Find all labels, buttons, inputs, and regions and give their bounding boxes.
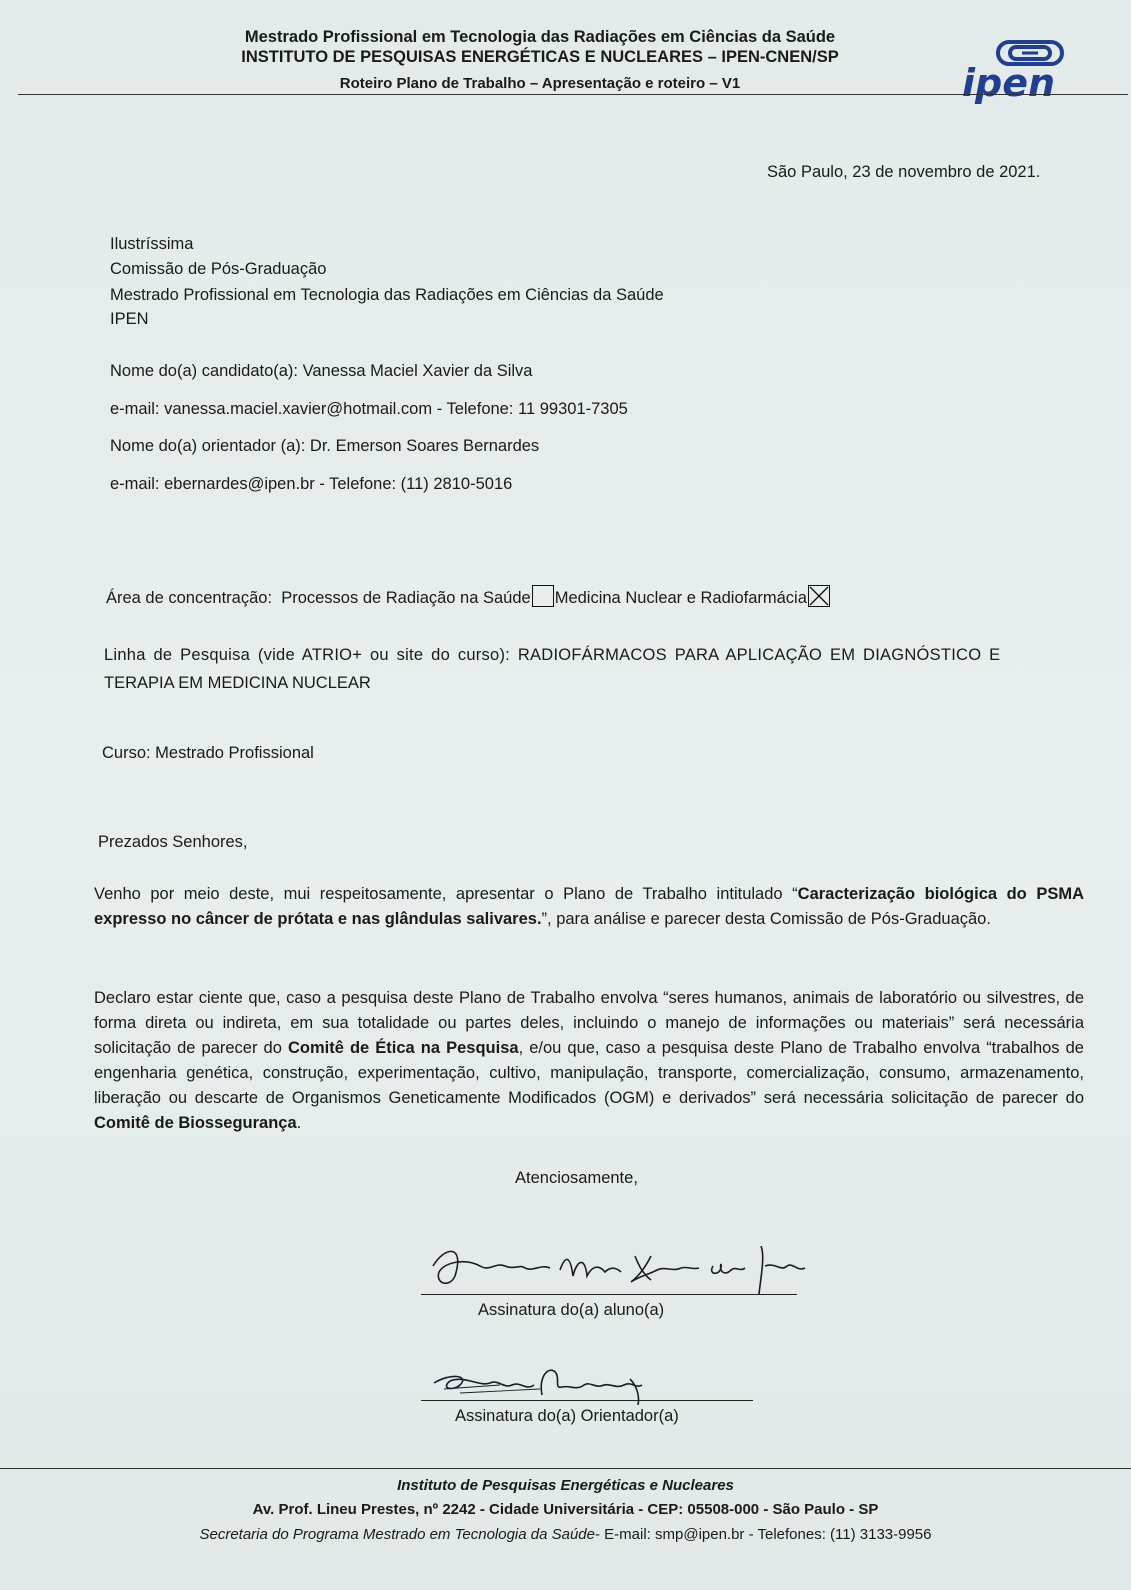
footer-contact xyxy=(0,1526,1131,1543)
footer-address: Av. Prof. Lineu Prestes, nº 2242 - Cidade Universitária - CEP: 05508-000 - São Paulo - SP xyxy=(252,1501,879,1518)
student-signature-caption: Assinatura do(a) aluno(a) xyxy=(478,1301,665,1319)
footer-secretariat: Secretaria do Programa Mestrado em Tecnologia da Saúde xyxy=(199,1526,595,1543)
salutation: Prezados Senhores, xyxy=(98,833,248,851)
svg-text:ipen: ipen xyxy=(962,61,1056,104)
header-program: Mestrado Profissional em Tecnologia das Radiações em Ciências da Saúde xyxy=(244,28,836,46)
addressee-line: IPEN xyxy=(110,310,149,328)
work-title: Caracterização biológica do PSMA expresso no câncer de prótata e nas glândulas salivares. xyxy=(94,885,1084,928)
paragraph2-text: . xyxy=(296,1114,302,1132)
checkbox-unchecked xyxy=(532,585,554,607)
advisor-email: e-mail: ebernardes@ipen.br - Telefone: (11) 2810-5016 xyxy=(110,475,513,493)
student-signature-line xyxy=(421,1294,797,1295)
paragraph1-text: ”, para análise e parecer desta Comissão de Pós-Graduação. xyxy=(541,910,991,928)
checkbox-checked xyxy=(808,585,830,607)
footer-rule xyxy=(0,1468,1131,1469)
header-institute: INSTITUTO DE PESQUISAS ENERGÉTICAS E NUCLEARES – IPEN-CNEN/SP xyxy=(241,48,839,66)
closing: Atenciosamente, xyxy=(515,1169,638,1187)
paragraph2-text: , e/ou que, caso a pesquisa deste Plano de Trabalho envolva “trabalhos de engenharia genética, construção, experimentação, cultivo, manipulação, transporte, comercialização, consumo, armazenamento, liberação ou descarte de Organismos Geneticamente Modificados (OGM) e derivados” será necessária solicitação de parecer do xyxy=(94,1039,1084,1107)
footer-email-phone: - E-mail: smp@ipen.br - Telefones: (11) 3133-9956 xyxy=(595,1526,932,1543)
addressee-line: Comissão de Pós-Graduação xyxy=(110,260,327,278)
research-line-1: Linha de Pesquisa (vide ATRIO+ ou site do curso): RADIOFÁRMACOS PARA APLICAÇÃO EM DIAGNÓSTICO E xyxy=(104,646,1001,664)
area-of-concentration xyxy=(106,585,831,608)
header-document-title: Roteiro Plano de Trabalho – Apresentação e roteiro – V1 xyxy=(339,75,741,92)
header-rule xyxy=(18,94,1128,95)
paragraph1-text: Venho por meio deste, mui respeitosamente, apresentar o Plano de Trabalho intitulado “ xyxy=(94,885,798,903)
ethics-committee: Comitê de Ética na Pesquisa xyxy=(287,1039,519,1057)
paragraph-declaration xyxy=(94,986,1084,1136)
addressee-line: Mestrado Profissional em Tecnologia das Radiações em Ciências da Saúde xyxy=(110,286,664,304)
area-option-2: Medicina Nuclear e Radiofarmácia xyxy=(554,589,807,607)
footer-institute: Instituto de Pesquisas Energéticas e Nucleares xyxy=(397,1477,734,1494)
advisor-name: Nome do(a) orientador (a): Dr. Emerson Soares Bernardes xyxy=(110,437,540,455)
course: Curso: Mestrado Profissional xyxy=(102,744,314,762)
letter-date: São Paulo, 23 de novembro de 2021. xyxy=(767,163,1041,181)
advisor-signature-caption: Assinatura do(a) Orientador(a) xyxy=(455,1407,679,1425)
candidate-email: e-mail: vanessa.maciel.xavier@hotmail.com - Telefone: 11 99301-7305 xyxy=(110,400,628,418)
area-label: Área de concentração: xyxy=(106,589,273,607)
candidate-name: Nome do(a) candidato(a): Vanessa Maciel Xavier da Silva xyxy=(110,362,533,380)
advisor-signature-line xyxy=(421,1400,753,1401)
paragraph-presentation xyxy=(94,882,1084,932)
student-signature xyxy=(425,1236,815,1296)
advisor-signature xyxy=(430,1355,670,1405)
biosafety-committee: Comitê de Biossegurança xyxy=(94,1114,297,1132)
area-option-1: Processos de Radiação na Saúde xyxy=(281,589,531,607)
paragraph2-text: Declaro estar ciente que, caso a pesquisa deste Plano de Trabalho envolva “seres humanos, animais de laboratório ou silvestres, de forma direta ou indireta, em sua totalidade ou partes deles, incluindo o manejo de informações ou materiais” será necessária solicitação de parecer do xyxy=(94,989,1084,1057)
addressee-line: Ilustríssima xyxy=(110,235,194,253)
research-line-2: TERAPIA EM MEDICINA NUCLEAR xyxy=(104,674,371,692)
